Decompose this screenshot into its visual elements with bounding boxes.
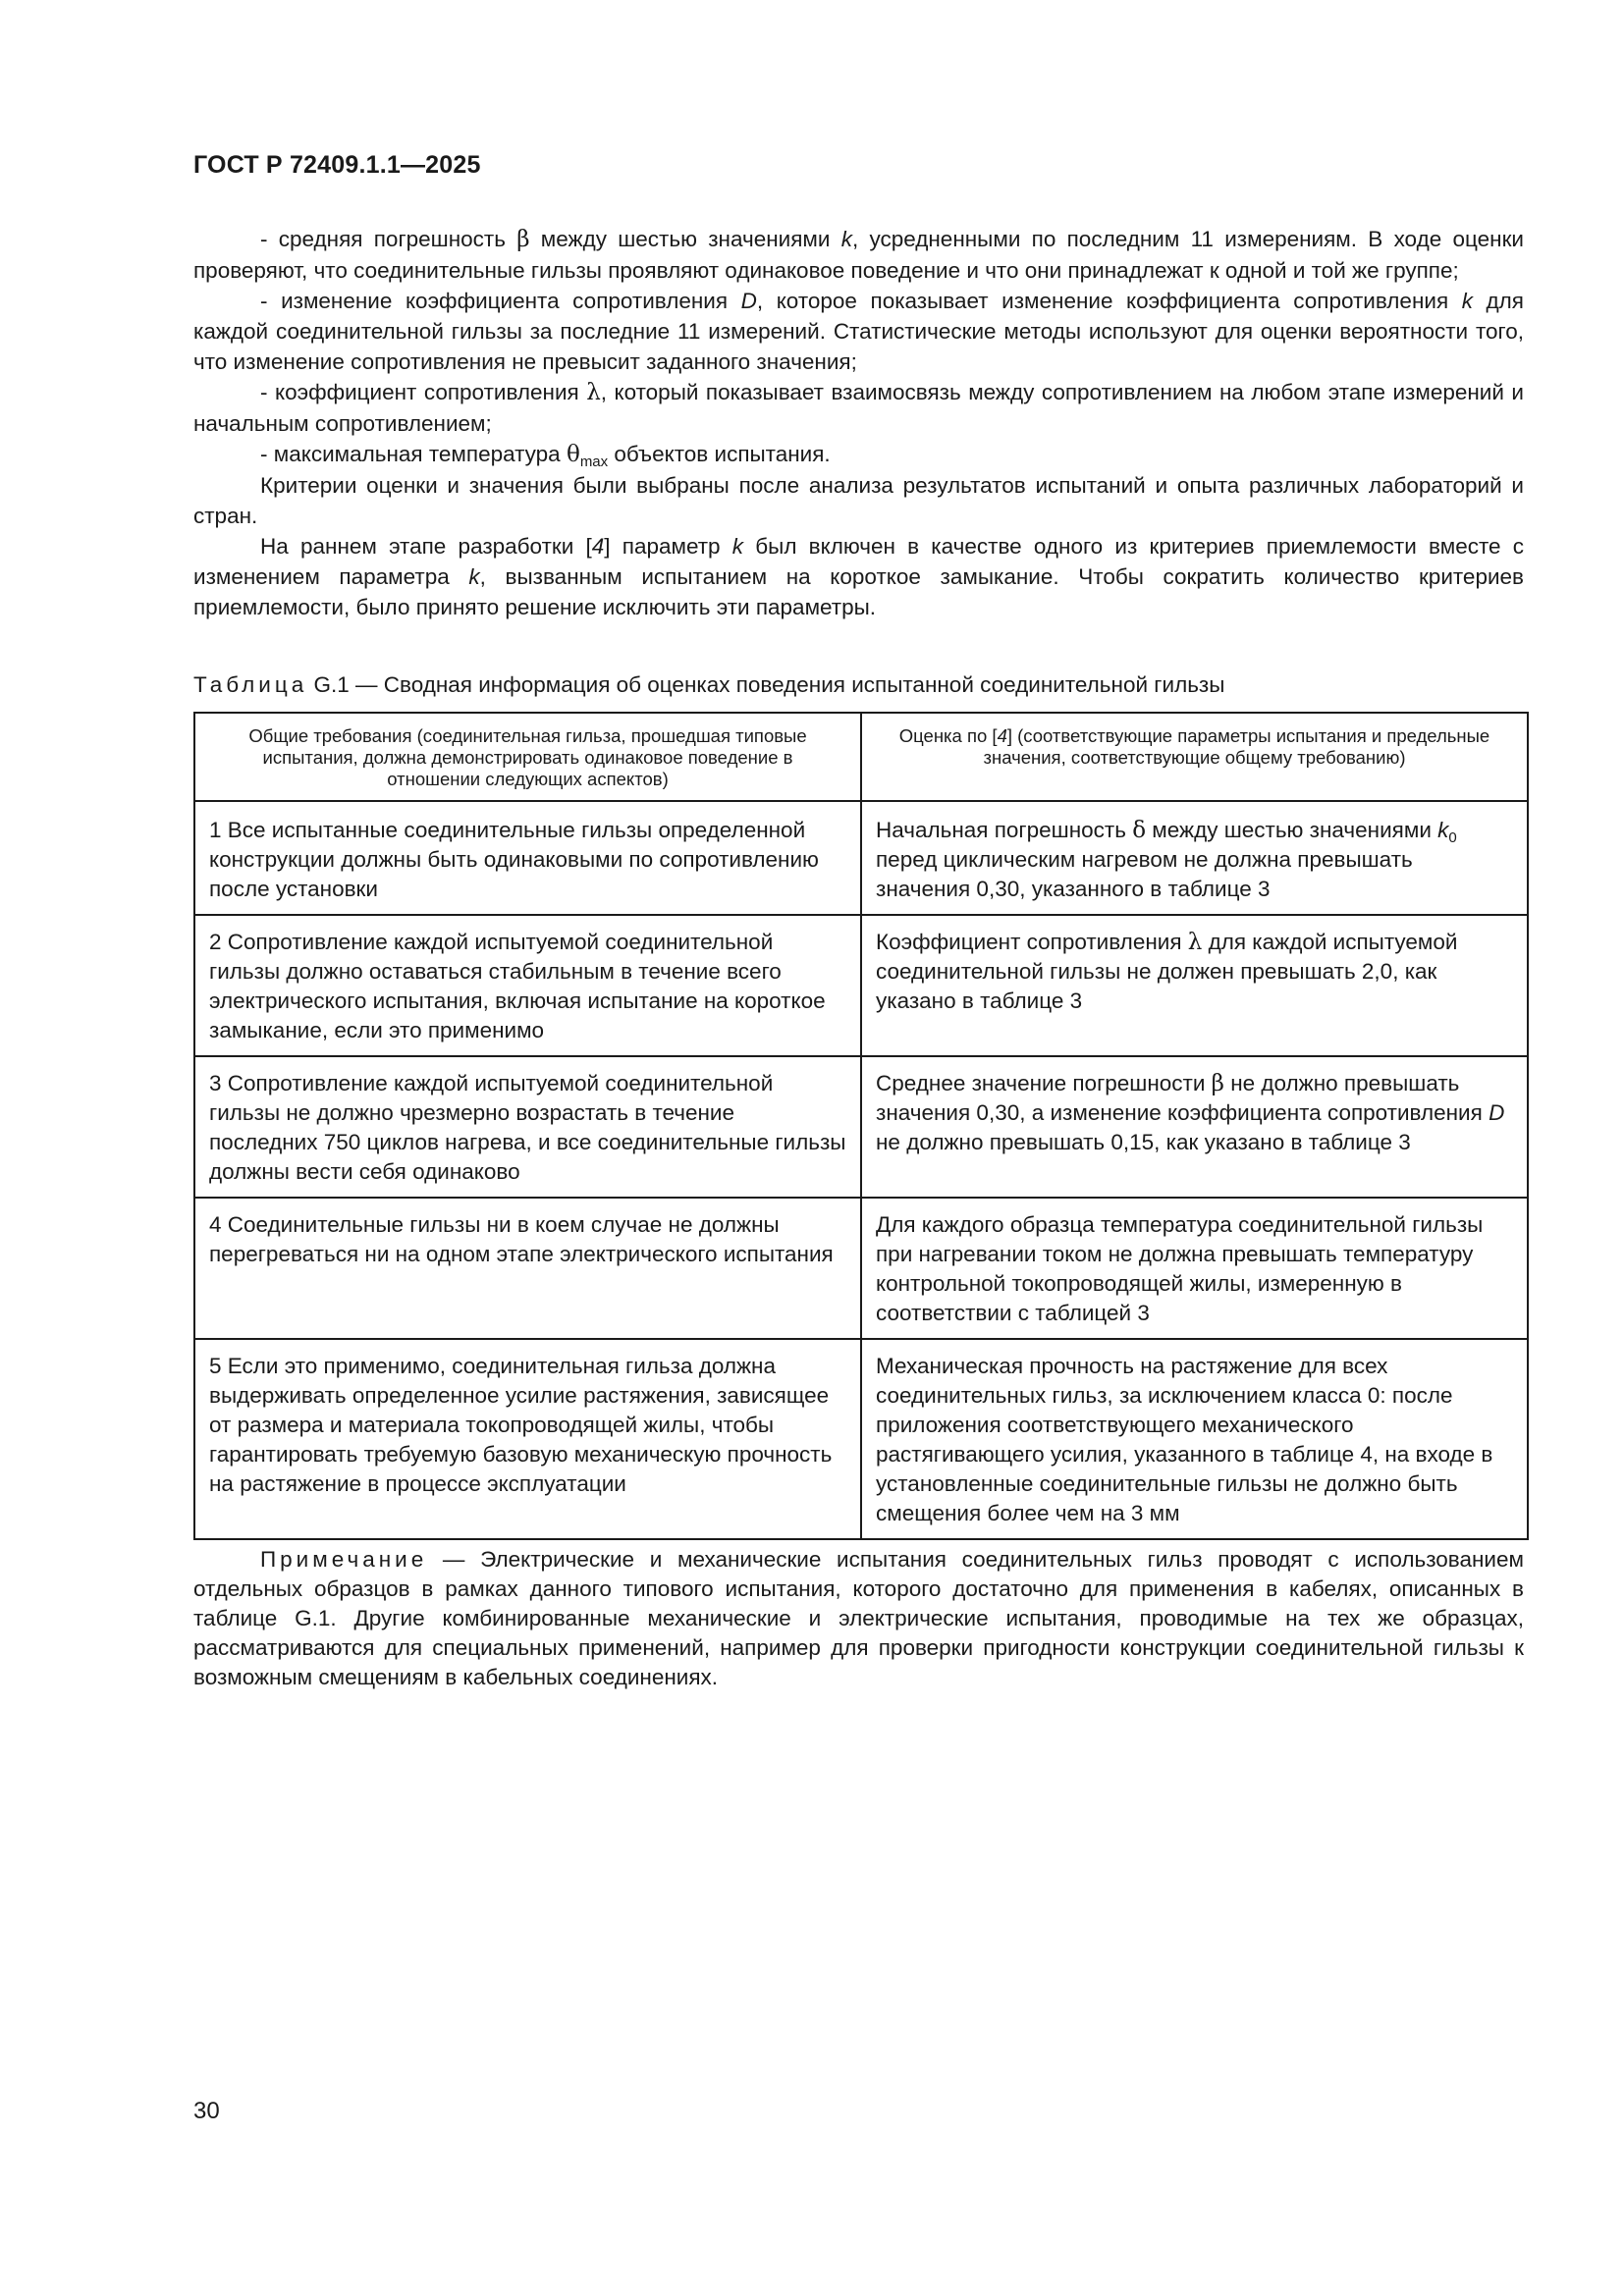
table-row xyxy=(194,1339,1528,1539)
document-header: ГОСТ Р 72409.1.1—2025 xyxy=(193,151,481,179)
header-assessment: Оценка по [4] (соответствующие параметры испытания и предельные значения, соответствующие общему требованию) xyxy=(861,713,1528,801)
requirement-cell: 3 Сопротивление каждой испытуемой соединительной гильзы не должно чрезмерно возрастать в течение последних 750 циклов нагрева, и все соединительные гильзы должны вести себя одинаково xyxy=(194,1056,861,1198)
paragraph-resistance-factor: - коэффициент сопротивления λ, который показывает взаимосвязь между сопротивлением на любом этапе измерений и начальным сопротивлением; xyxy=(193,380,1524,436)
requirement-cell: 1 Все испытанные соединительные гильзы определенной конструкции должны быть одинаковыми по сопротивлению после установки xyxy=(194,801,861,915)
assessment-cell: Для каждого образца температура соединительной гильзы при нагревании током не должна превышать температуру контрольной токопроводящей жилы, измеренную в соответствии с таблицей 3 xyxy=(861,1198,1528,1339)
assessment-cell: Начальная погрешность δ между шестью значениями $k_0$ перед циклическим нагревом не должна превышать значения 0,30, указанного в таблице 3 xyxy=(861,801,1528,915)
note-label: Примечание xyxy=(260,1547,428,1572)
paragraph-resistance-change: - изменение коэффициента сопротивления D, которое показывает изменение коэффициента сопротивления k для каждой соединительной гильзы за последние 11 измерений. Статистические методы используют для оценки вероятности того, что изменение сопротивления не превысит заданного значения; xyxy=(193,289,1524,374)
table-caption xyxy=(193,670,1529,700)
table-header-row xyxy=(194,713,1528,801)
assessment-cell: Механическая прочность на растяжение для всех соединительных гильз, за исключением класса 0: после приложения соответствующего механического растягивающего усилия, указанного в таблице 4, на входе в установленные соединительные гильзы не должно быть смещения более чем на 3 мм xyxy=(861,1339,1528,1539)
table-row xyxy=(194,801,1528,915)
assessment-cell: Среднее значение погрешности β не должно превышать значения 0,30, а изменение коэффициента сопротивления D не должно превышать 0,15, как указано в таблице 3 xyxy=(861,1056,1528,1198)
table-note xyxy=(193,1545,1524,1692)
page-number: 30 xyxy=(193,2098,220,2124)
table-caption-label: Таблица xyxy=(193,672,308,697)
requirement-cell: 5 Если это применимо, соединительная гильза должна выдерживать определенное усилие растяжения, зависящее от размера и материала токопроводящей жилы, чтобы гарантировать требуемую базовую механическую прочность на растяжение в процессе эксплуатации xyxy=(194,1339,861,1539)
paragraph-max-temperature: - максимальная температура $\theta_{max}$ объектов испытания. xyxy=(260,442,831,470)
body-text xyxy=(193,224,1524,622)
assessment-cell: Коэффициент сопротивления λ для каждой испытуемой соединительной гильзы не должен превышать 2,0, как указано в таблице 3 xyxy=(861,915,1528,1056)
note-text: — Электрические и механические испытания соединительных гильз проводят с использованием отдельных образцов в рамках данного типового испытания, которого достаточно для применения в кабелях, описанных в таблице G.1. Другие комбинированные механические и электрические испытания, проводимые на тех же образцах, рассматриваются для специальных применений, например для проверки пригодности конструкции соединительной гильзы к возможным смещениям в кабельных соединениях. xyxy=(193,1547,1524,1689)
summary-table xyxy=(193,712,1529,1540)
table-row xyxy=(194,1056,1528,1198)
paragraph-criteria: Критерии оценки и значения были выбраны после анализа результатов испытаний и опыта различных лабораторий и стран. xyxy=(193,473,1524,528)
requirement-cell: 4 Соединительные гильзы ни в коем случае не должны перегреваться ни на одном этапе электрического испытания xyxy=(194,1198,861,1339)
table-row xyxy=(194,1198,1528,1339)
requirement-cell: 2 Сопротивление каждой испытуемой соединительной гильзы должно оставаться стабильным в течение всего электрического испытания, включая испытание на короткое замыкание, если это применимо xyxy=(194,915,861,1056)
table-caption-text: G.1 — Сводная информация об оценках поведения испытанной соединительной гильзы xyxy=(307,672,1225,697)
table-row xyxy=(194,915,1528,1056)
paragraph-mean-error: - средняя погрешность β между шестью значениями k, усредненными по последним 11 измерениям. В ходе оценки проверяют, что соединительные гильзы проявляют одинаковое поведение и что они принадлежат к одной и той же группе; xyxy=(193,227,1524,283)
paragraph-early-stage: На раннем этапе разработки [4] параметр k был включен в качестве одного из критериев приемлемости вместе с изменением параметра k, вызванным испытанием на короткое замыкание. Чтобы сократить количество критериев приемлемости, было принято решение исключить эти параметры. xyxy=(193,534,1524,619)
header-general-requirements: Общие требования (соединительная гильза, прошедшая типовые испытания, должна демонстрировать одинаковое поведение в отношении следующих аспектов) xyxy=(194,713,861,801)
